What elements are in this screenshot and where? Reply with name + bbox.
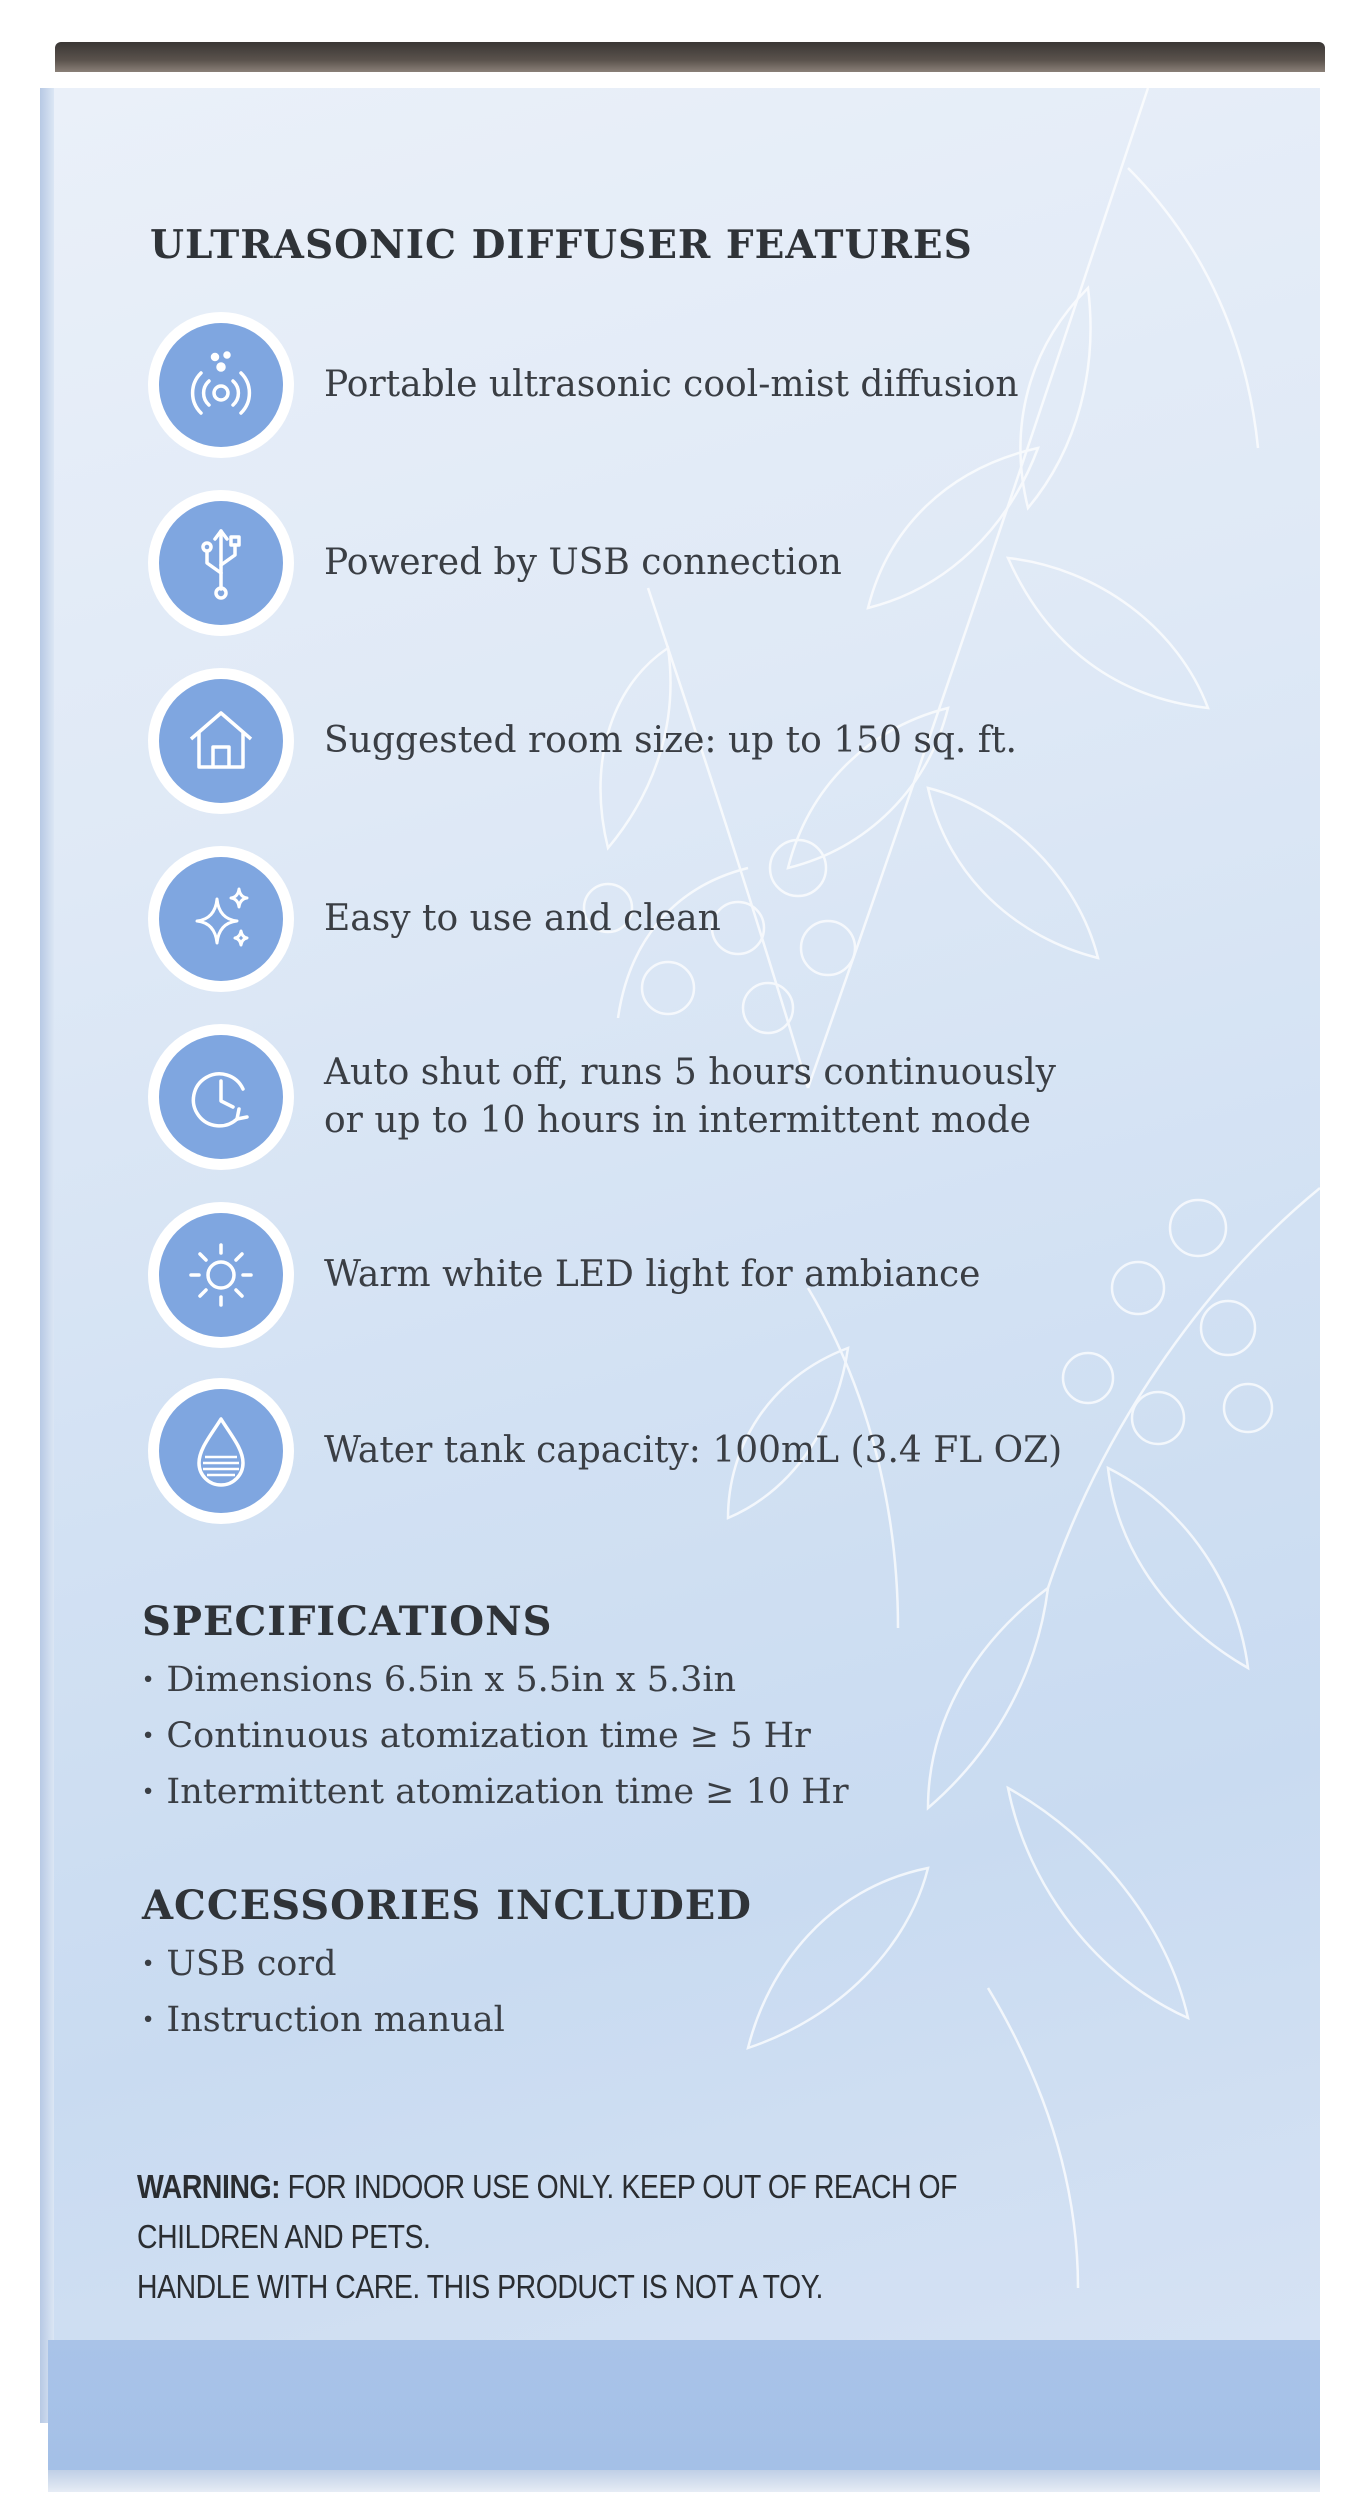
bottom-color-band [48, 2340, 1320, 2470]
timer-icon [159, 1035, 283, 1159]
warning-text [137, 2162, 1083, 2312]
feature-text-line-1: Auto shut off, runs 5 hours continuously [324, 1052, 1056, 1093]
box-left-edge [40, 88, 54, 2423]
feature-item [148, 846, 1198, 996]
feature-item [148, 1202, 1198, 1352]
house-icon [159, 679, 283, 803]
accessory-item: · USB cord [142, 1943, 337, 1984]
water-drop-icon [159, 1389, 283, 1513]
sparkle-icon [159, 857, 283, 981]
features-title: ULTRASONIC DIFFUSER FEATURES [150, 222, 973, 268]
feature-item [148, 668, 1198, 818]
spec-item: · Continuous atomization time ≥ 5 Hr [142, 1715, 811, 1756]
warning-label: WARNING: [137, 2168, 281, 2205]
feature-text: Suggested room size: up to 150 sq. ft. [324, 720, 1017, 761]
usb-icon [159, 501, 283, 625]
spec-item: · Intermittent atomization time ≥ 10 Hr [142, 1771, 849, 1812]
spec-item: · Dimensions 6.5in x 5.5in x 5.3in [142, 1659, 736, 1700]
feature-text: Easy to use and clean [324, 898, 721, 939]
ultrasonic-mist-icon [159, 323, 283, 447]
warning-line-1: FOR INDOOR USE ONLY. KEEP OUT OF REACH OF CHILDREN AND PETS. [137, 2168, 958, 2255]
feature-text: Water tank capacity: 100mL (3.4 FL OZ) [324, 1430, 1063, 1471]
warning-line-2: HANDLE WITH CARE. THIS PRODUCT IS NOT A TOY. [137, 2268, 824, 2305]
feature-text: Powered by USB connection [324, 542, 842, 583]
accessory-item: · Instruction manual [142, 1999, 505, 2040]
feature-item [148, 490, 1198, 640]
sun-light-icon [159, 1213, 283, 1337]
feature-text: Warm white LED light for ambiance [324, 1254, 981, 1295]
feature-text: Portable ultrasonic cool-mist diffusion [324, 364, 1019, 405]
feature-item [148, 1024, 1198, 1174]
accessories-title: ACCESSORIES INCLUDED [142, 1882, 752, 1929]
feature-text-line-2: or up to 10 hours in intermittent mode [324, 1100, 1031, 1141]
feature-item [148, 312, 1198, 462]
feature-item [148, 1378, 1198, 1528]
box-bottom-edge [48, 2470, 1320, 2492]
box-top-edge [55, 42, 1325, 72]
specifications-title: SPECIFICATIONS [142, 1598, 553, 1645]
